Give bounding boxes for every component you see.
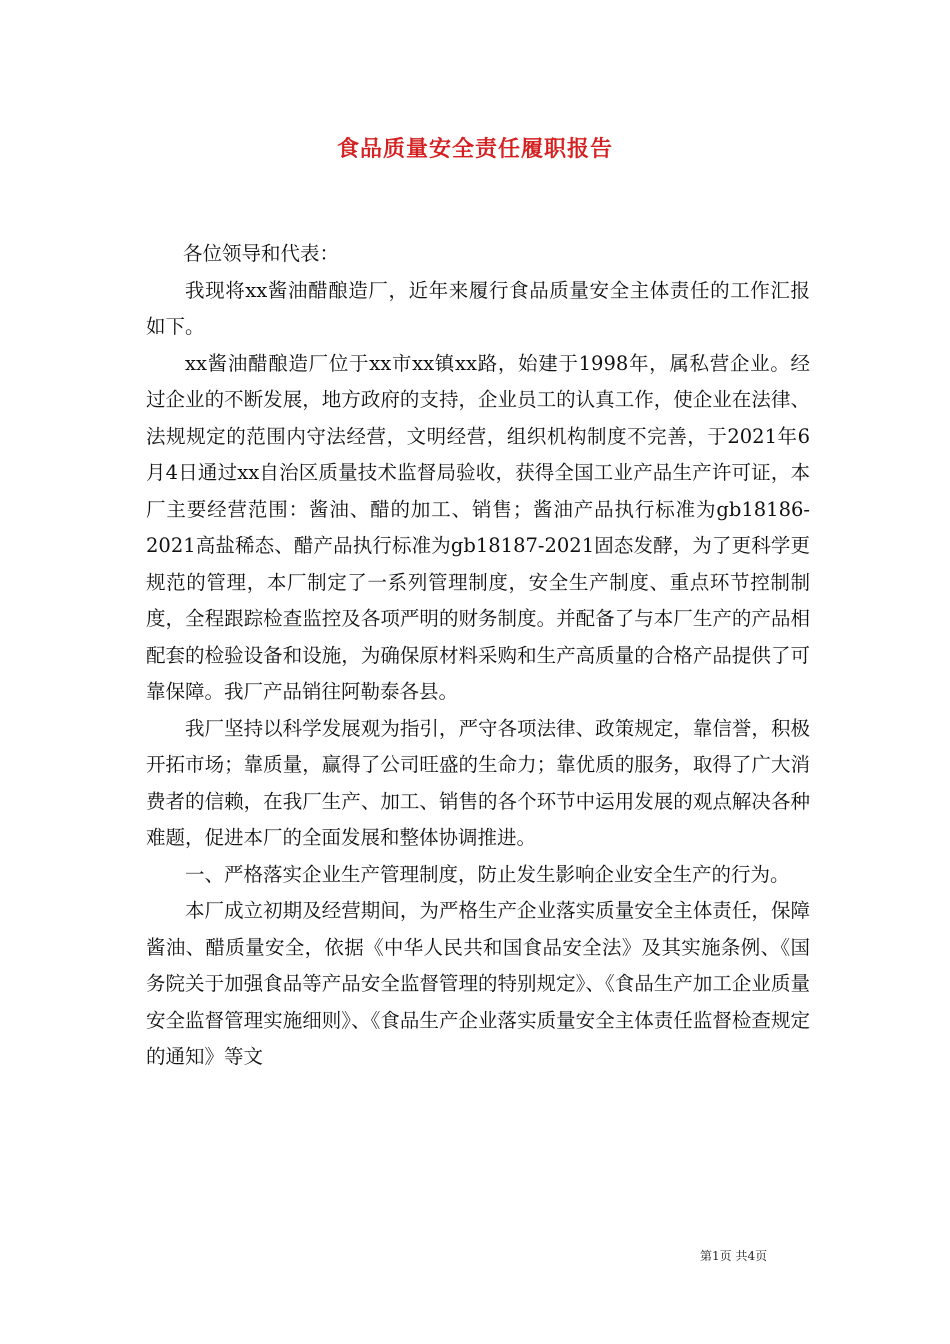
section-heading: 一、严格落实企业生产管理制度，防止发生影响企业安全生产的行为。 bbox=[185, 862, 790, 886]
paragraph: 我现将xx酱油醋酿造厂，近年来履行食品质量安全主体责任的工作汇报如下。 bbox=[146, 278, 810, 338]
paragraph: 本厂成立初期及经营期间，为严格生产企业落实质量安全主体责任，保障酱油、醋质量安全，依据《中华人民共和国食品安全法》及其实施条例、《国务院关于加强食品等产品安全监督管理的特别规定》、《食品生产加工企业质量安全监督管理实施细则》、《食品生产企业落实质量安全主体责任监督检查规定的通知》等文 bbox=[146, 899, 810, 1068]
document-title: 食品质量安全责任履职报告 bbox=[336, 136, 613, 162]
paragraph: xx酱油醋酿造厂位于xx市xx镇xx路，始建于1998年，属私营企业。经过企业的不断发展，地方政府的支持，企业员工的认真工作，使企业在法律、法规规定的范围内守法经营，文明经营，组织机构制度不完善，于2021年6月4日通过xx自治区质量技术监督局验收，获得全国工业产品生产许可证，本厂主要经营范围：酱油、醋的加工、销售；酱油产品执行标准为gb18186-2021高盐稀态、醋产品执行标准为gb18187-2021固态发酵，为了更科学更规范的管理，本厂制定了一系列管理制度，安全生产制度、重点环节控制制度，全程跟踪检查监控及各项严明的财务制度。并配备了与本厂生产的产品相配套的检验设备和设施，为确保原材料采购和生产高质量的合格产品提供了可靠保障。我厂产品销往阿勒泰各县。 bbox=[146, 351, 810, 703]
document-body bbox=[146, 236, 810, 1076]
salutation: 各位领导和代表： bbox=[183, 242, 340, 265]
paragraph: 我厂坚持以科学发展观为指引，严守各项法律、政策规定，靠信誉，积极开拓市场；靠质量，赢得了公司旺盛的生命力；靠优质的服务，取得了广大消费者的信赖，在我厂生产、加工、销售的各个环节中运用发展的观点解决各种难题，促进本厂的全面发展和整体协调推进。 bbox=[146, 716, 810, 849]
page-number-footer: 第1页 共4页 bbox=[700, 1249, 768, 1263]
